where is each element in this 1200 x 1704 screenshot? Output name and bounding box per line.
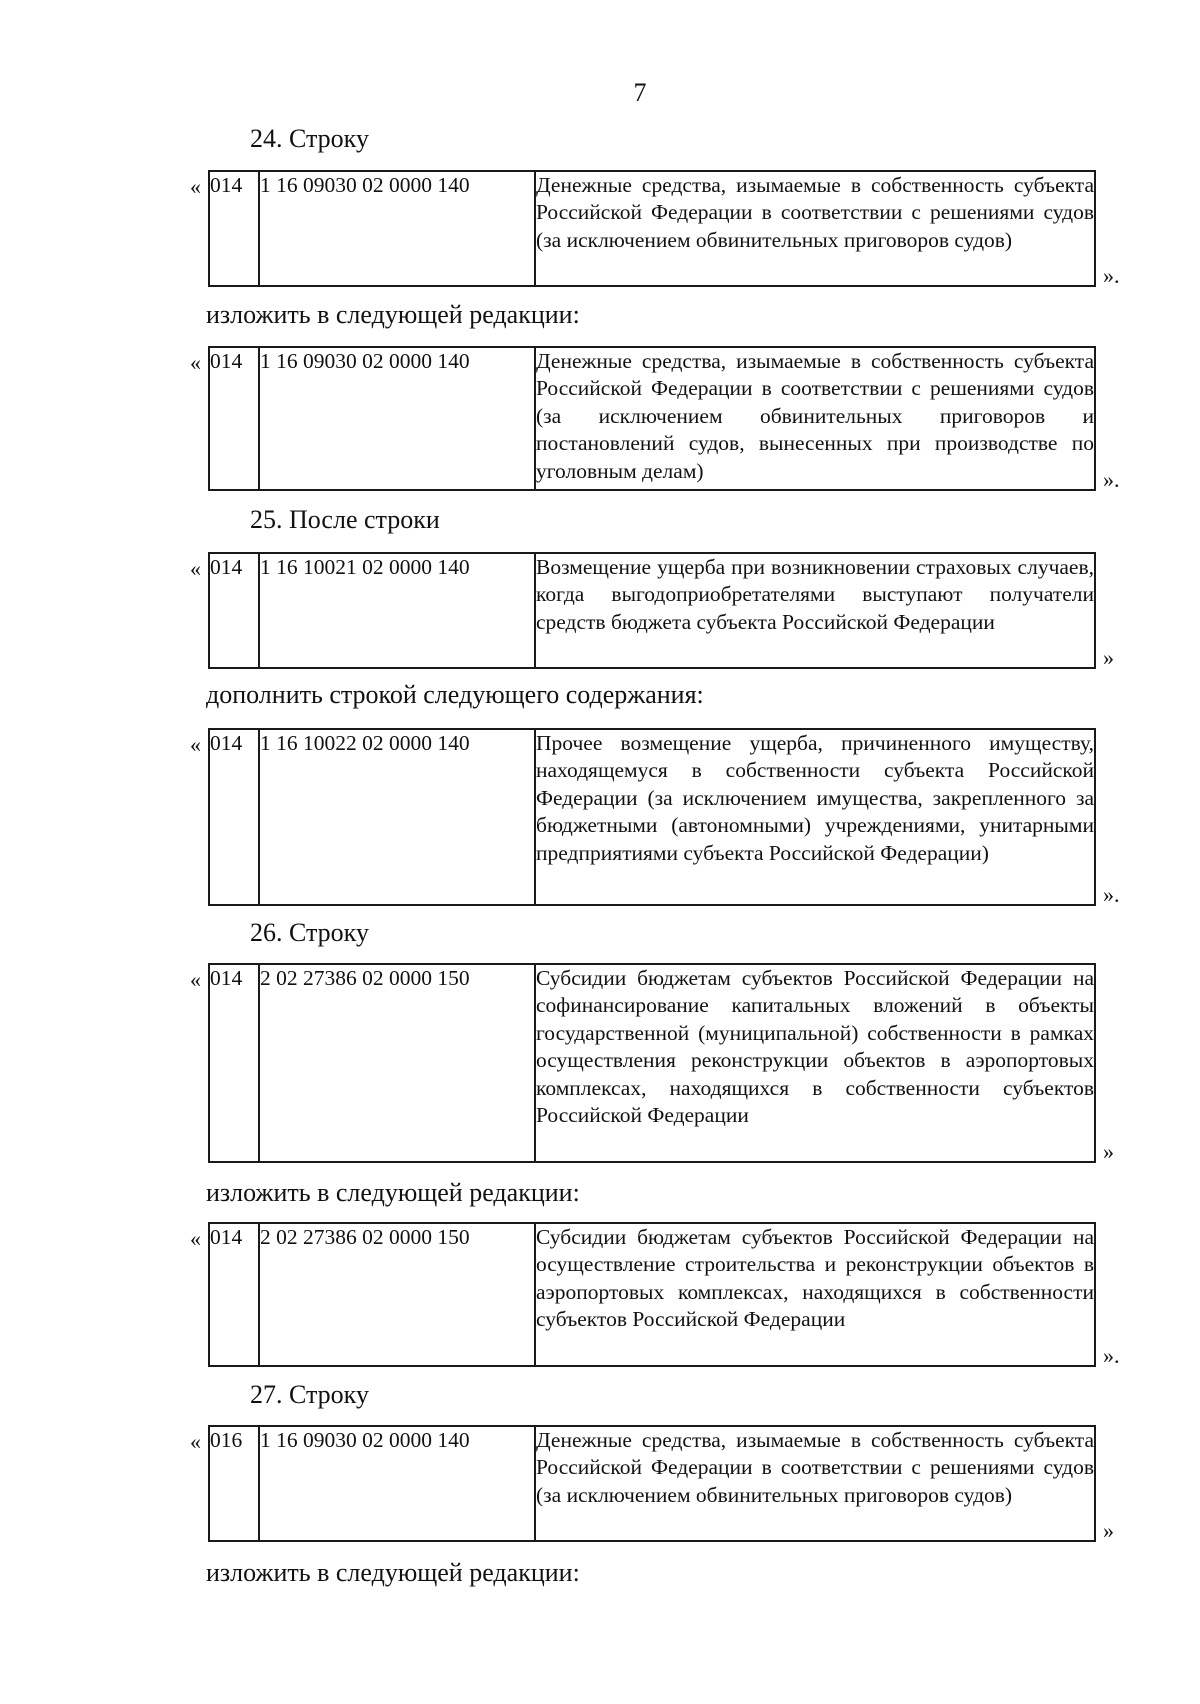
close-quote: ». (1103, 467, 1120, 492)
budget-code-cell: 2 02 27386 02 0000 150 (259, 964, 535, 1162)
admin-code-cell: 014 (209, 347, 259, 490)
table-row (209, 171, 1095, 286)
admin-code-cell: 014 (209, 1223, 259, 1366)
table-row (209, 1223, 1095, 1366)
admin-code-cell: 014 (209, 553, 259, 668)
code-table (208, 1222, 1096, 1367)
table-row (209, 553, 1095, 668)
code-row-block (190, 963, 1134, 1163)
description-cell: Денежные средства, изымаемые в собственность субъекта Российской Федерации в соответствии с решениями судов (за исключением обвинительных приговоров судов) (535, 1426, 1095, 1541)
description-cell: Денежные средства, изымаемые в собственность субъекта Российской Федерации в соответствии с решениями судов (за исключением обвинительных приговоров и постановлений судов, вынесенных при производстве по уголовным делам) (535, 347, 1095, 490)
budget-code-cell: 1 16 09030 02 0000 140 (259, 1426, 535, 1541)
code-table (208, 1425, 1096, 1542)
code-row-block (190, 346, 1134, 491)
open-quote: « (190, 556, 201, 581)
budget-code-cell: 1 16 09030 02 0000 140 (259, 347, 535, 490)
admin-code-cell: 016 (209, 1426, 259, 1541)
admin-code-cell: 014 (209, 171, 259, 286)
table-row (209, 729, 1095, 905)
budget-code-cell: 1 16 10021 02 0000 140 (259, 553, 535, 668)
description-cell: Прочее возмещение ущерба, причиненного имуществу, находящемуся в собственности субъекта Российской Федерации (за исключением имущества, закрепленного за бюджетными (автономными) учреждениями, унитарными предприятиями субъекта Российской Федерации) (535, 729, 1095, 905)
description-cell: Субсидии бюджетам субъектов Российской Федерации на осуществление строительства и реконструкции объектов в аэропортовых комплексах, находящихся в собственности субъектов Российской Федерации (535, 1223, 1095, 1366)
open-quote: « (190, 732, 201, 757)
admin-code-cell: 014 (209, 964, 259, 1162)
table-row (209, 1426, 1095, 1541)
close-quote: » (1103, 1139, 1114, 1164)
description-cell: Субсидии бюджетам субъектов Российской Федерации на софинансирование капитальных вложений в объекты государственной (муниципальной) собственности в рамках осуществления реконструкции объектов в аэропортовых комплексах, находящихся в собственности субъектов Российской Федерации (535, 964, 1095, 1162)
close-quote: » (1103, 645, 1114, 670)
open-quote: « (190, 350, 201, 375)
code-table (208, 170, 1096, 287)
close-quote: ». (1103, 882, 1120, 907)
description-cell: Возмещение ущерба при возникновении страховых случаев, когда выгодоприобретателями выступают получатели средств бюджета субъекта Российской Федерации (535, 553, 1095, 668)
instruction-text: дополнить строкой следующего содержания: (206, 680, 704, 709)
section-heading-24: 24. Строку (250, 124, 369, 153)
section-heading-26: 26. Строку (250, 918, 369, 947)
close-quote: » (1103, 1518, 1114, 1543)
code-row-block (190, 552, 1134, 669)
code-table (208, 963, 1096, 1163)
instruction-text: изложить в следующей редакции: (206, 1558, 580, 1587)
open-quote: « (190, 174, 201, 199)
open-quote: « (190, 1226, 201, 1251)
table-row (209, 964, 1095, 1162)
code-table (208, 552, 1096, 669)
budget-code-cell: 2 02 27386 02 0000 150 (259, 1223, 535, 1366)
section-heading-25: 25. После строки (250, 505, 440, 534)
code-table (208, 346, 1096, 491)
instruction-text: изложить в следующей редакции: (206, 1178, 580, 1207)
admin-code-cell: 014 (209, 729, 259, 905)
open-quote: « (190, 1429, 201, 1454)
code-row-block (190, 1425, 1134, 1542)
section-heading-27: 27. Строку (250, 1380, 369, 1409)
instruction-text: изложить в следующей редакции: (206, 300, 580, 329)
page-number: 7 (633, 78, 647, 107)
close-quote: ». (1103, 263, 1120, 288)
code-table (208, 728, 1096, 906)
table-row (209, 347, 1095, 490)
code-row-block (190, 728, 1134, 906)
description-cell: Денежные средства, изымаемые в собственность субъекта Российской Федерации в соответствии с решениями судов (за исключением обвинительных приговоров судов) (535, 171, 1095, 286)
close-quote: ». (1103, 1343, 1120, 1368)
code-row-block (190, 1222, 1134, 1367)
budget-code-cell: 1 16 10022 02 0000 140 (259, 729, 535, 905)
open-quote: « (190, 967, 201, 992)
code-row-block (190, 170, 1134, 287)
budget-code-cell: 1 16 09030 02 0000 140 (259, 171, 535, 286)
